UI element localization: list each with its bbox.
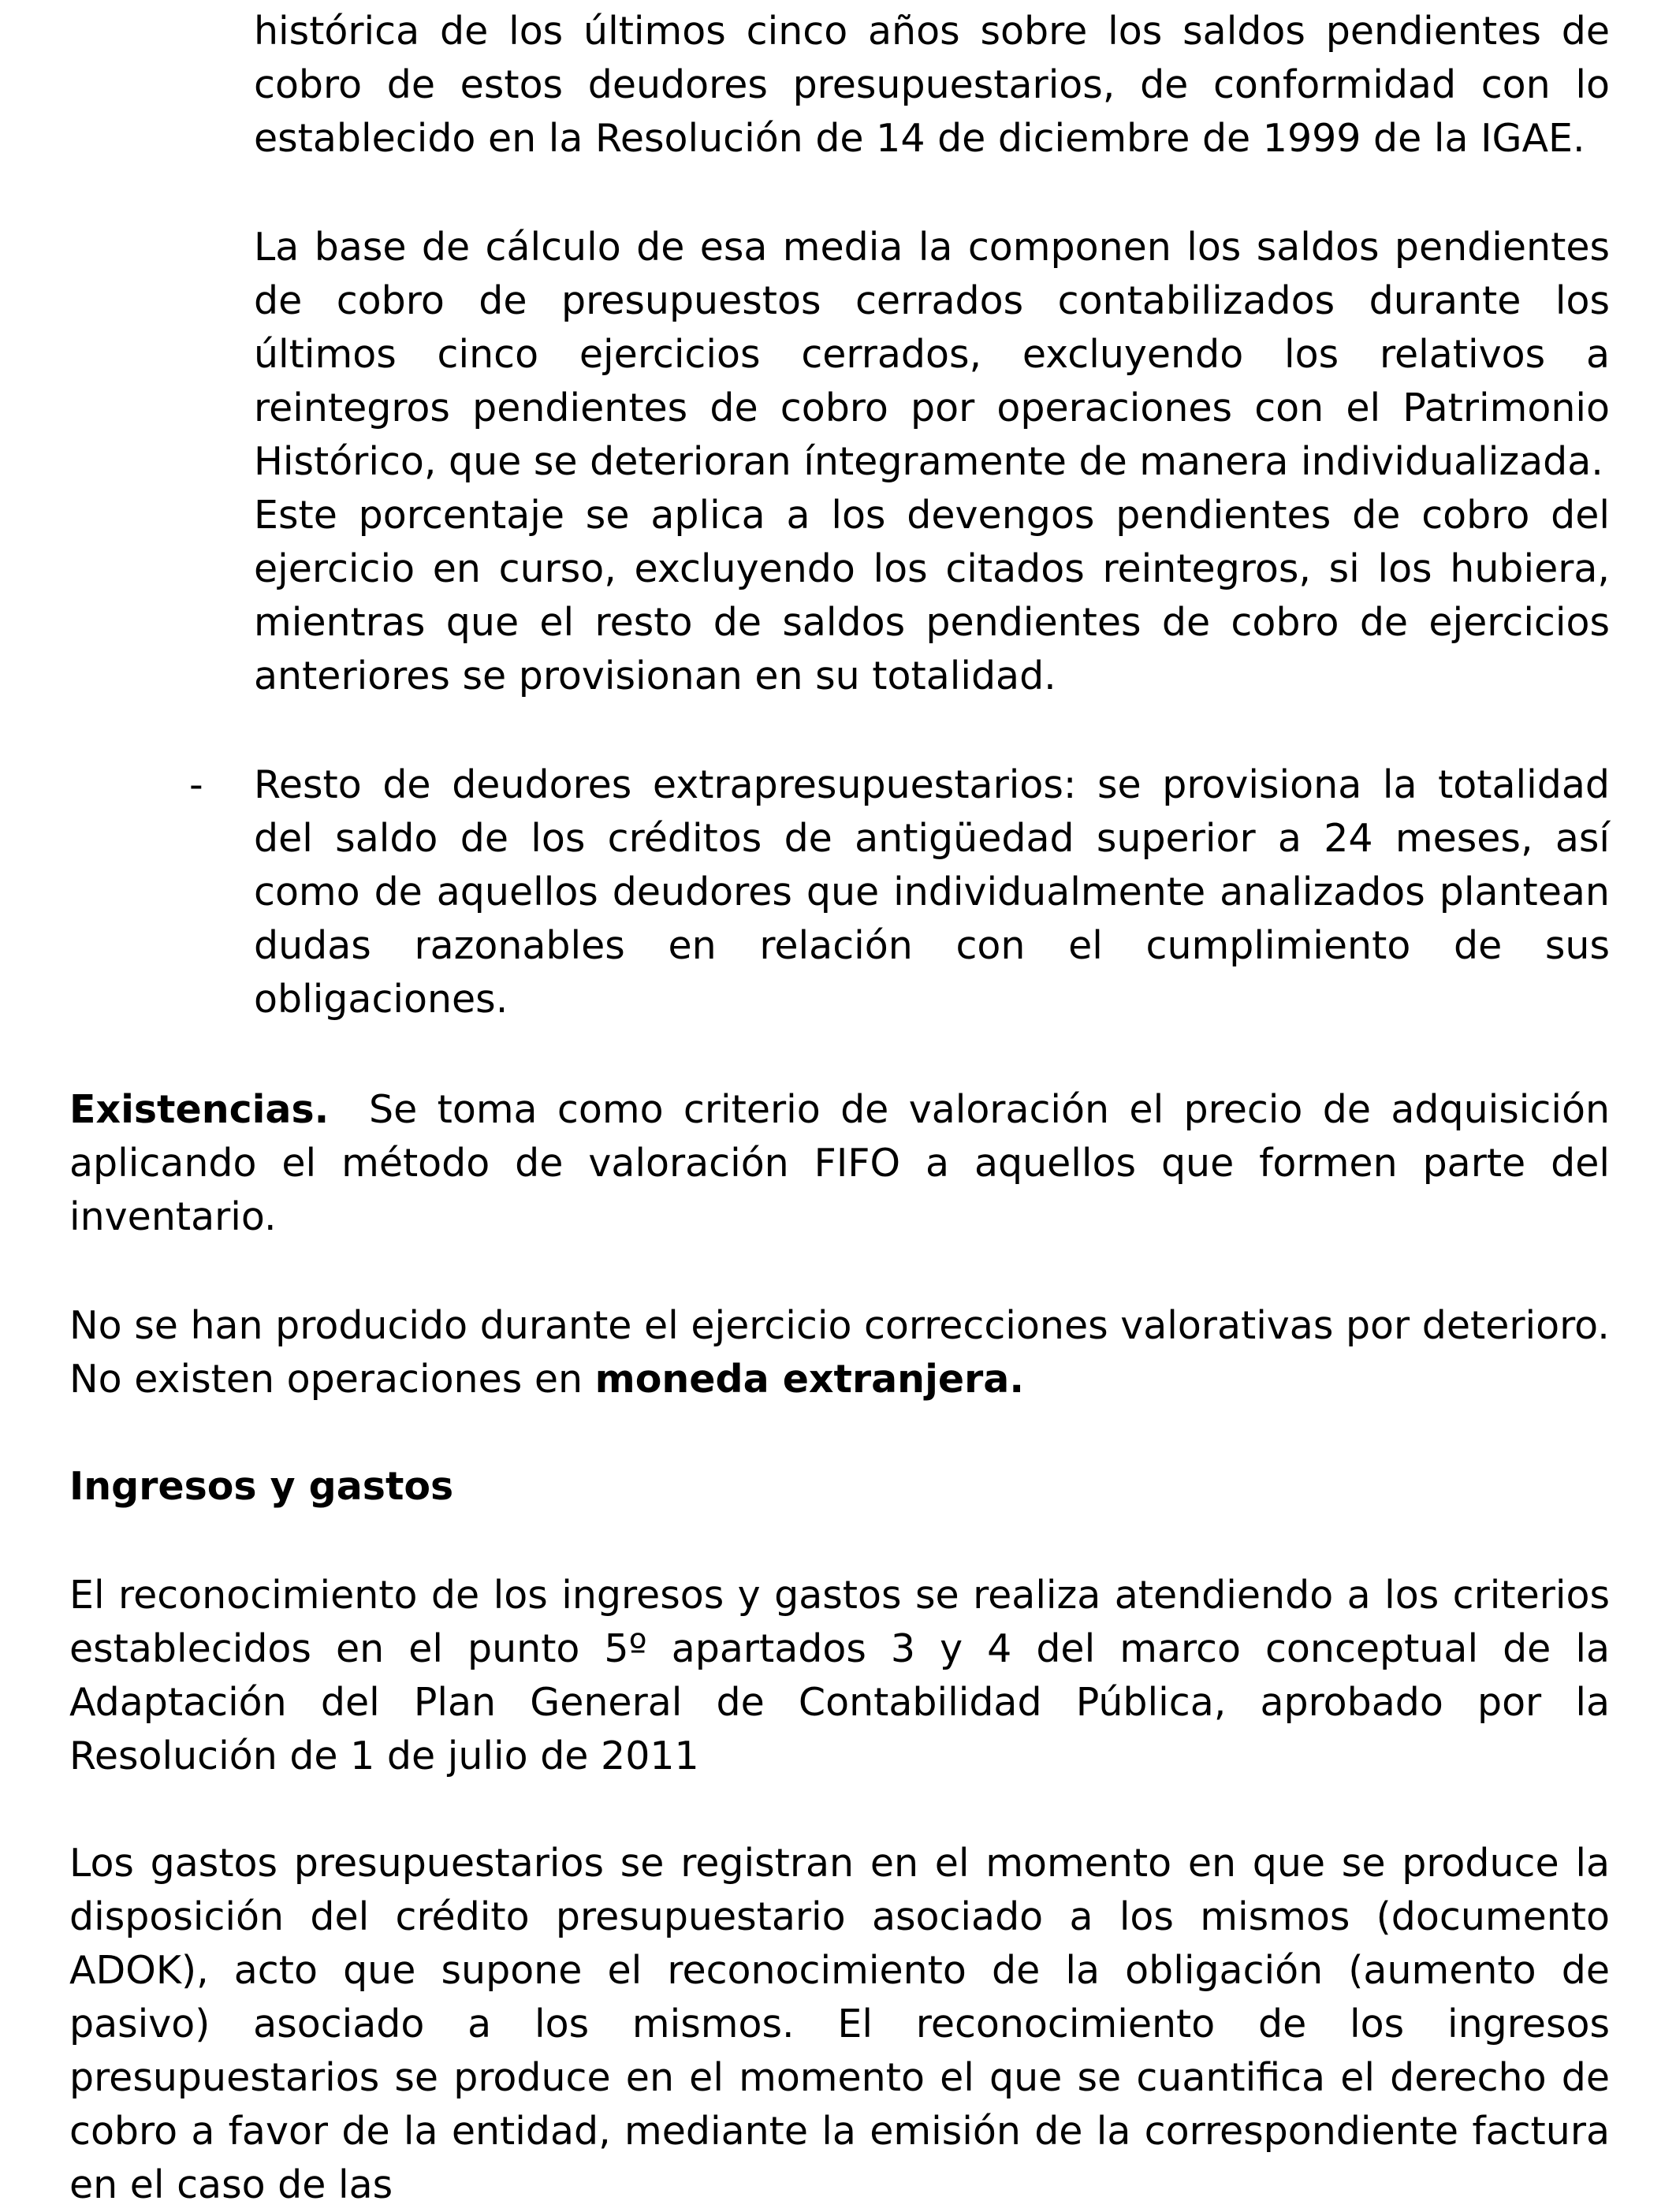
paragraph-deterioro xyxy=(69,1299,1610,1406)
bullet-resto-deudores: Resto de deudores extrapresupuestarios: se provisiona la totalidad del saldo de los créditos de antigüedad superior a 24 meses, así como de aquellos deudores que individualmente analizados plantean dudas razonables en relación con el cumplimiento de sus obligaciones. xyxy=(254,762,1610,1022)
deterioro-line-1: No se han producido durante el ejercicio correcciones valorativas por deterioro. xyxy=(69,1303,1610,1348)
deterioro-line-2-prefix: No existen operaciones en xyxy=(69,1357,595,1402)
paragraph-porcentaje: Este porcentaje se aplica a los devengos pendientes de cobro del ejercicio en curso, excluyendo los citados reintegros, si los hubiera, mientras que el resto de saldos pendientes de cobro de ejercicios anteriores se provisionan en su totalidad. xyxy=(254,493,1610,698)
paragraph-base-calculo: La base de cálculo de esa media la componen los saldos pendientes de cobro de presupuestos cerrados contabilizados durante los últimos cinco ejercicios cerrados, excluyendo los relativos a reintegros pendientes de cobro por operaciones con el Patrimonio Histórico, que se deterioran íntegramente de manera individualizada. xyxy=(254,225,1610,484)
paragraph-gastos-presupuestarios: Los gastos presupuestarios se registran en el momento en que se produce la disposición del crédito presupuestario asociado a los mismos (documento ADOK), acto que supone el reconocimiento de la obligación (aumento de pasivo) asociado a los mismos. El reconocimiento de los ingresos presupuestarios se produce en el momento el que se cuantifica el derecho de cobro a favor de la entidad, mediante la emisión de la correspondiente factura en el caso de las xyxy=(69,1841,1610,2207)
paragraph-existencias xyxy=(69,1083,1610,1244)
moneda-extranjera-bold: moneda extranjera. xyxy=(594,1357,1024,1402)
existencias-text: Se toma como criterio de valoración el precio de adquisición aplicando el método de valoración FIFO a aquellos que formen parte del inventario. xyxy=(69,1087,1611,1239)
paragraph-historica: histórica de los últimos cinco años sobre los saldos pendientes de cobro de estos deudores presupuestarios, de conformidad con lo establecido en la Resolución de 14 de diciembre de 1999 de la IGAE. xyxy=(254,9,1610,161)
paragraph-reconocimiento: El reconocimiento de los ingresos y gastos se realiza atendiendo a los criterios establecidos en el punto 5º apartados 3 y 4 del marco conceptual de la Adaptación del Plan General de Contabilidad Pública, aprobado por la Resolución de 1 de julio de 2011 xyxy=(69,1573,1610,1778)
existencias-title: Existencias. xyxy=(69,1087,330,1132)
bullet-dash-marker: - xyxy=(189,762,203,807)
heading-ingresos-gastos: Ingresos y gastos xyxy=(69,1464,454,1509)
